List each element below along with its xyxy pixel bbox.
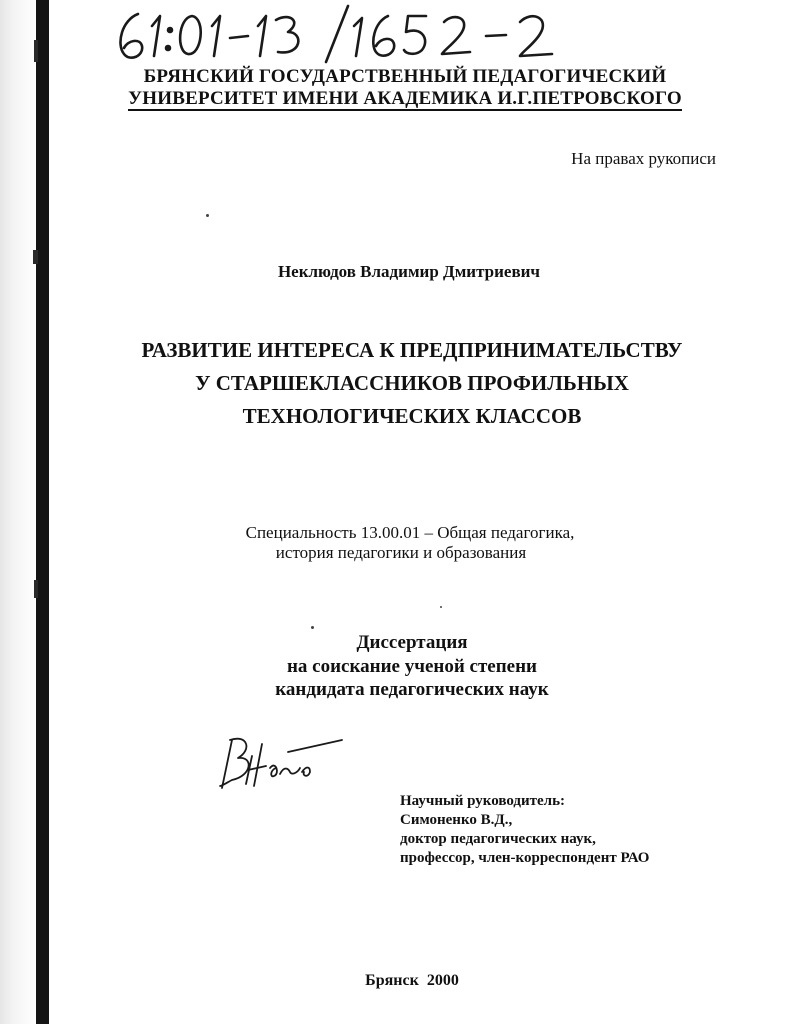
degree-line-2: на соискание ученой степени — [286, 656, 537, 677]
author-signature — [218, 726, 348, 792]
supervisor-label: Научный руководитель: — [400, 793, 565, 809]
place-and-year — [0, 972, 792, 990]
degree-heading: Диссертация — [356, 632, 468, 653]
place: Брянск — [365, 972, 419, 989]
degree-line-3: кандидата педагогических наук — [275, 679, 549, 700]
year: 2000 — [426, 972, 459, 989]
scan-speck — [34, 40, 38, 62]
scan-margin — [0, 0, 36, 1024]
institution-line-2 — [0, 88, 792, 110]
specialty-line-1: Специальность 13.00.01 – Общая педагогика, — [245, 523, 575, 542]
scan-dot — [206, 214, 209, 217]
institution-line-1: БРЯНСКИЙ ГОСУДАРСТВЕННЫЙ ПЕДАГОГИЧЕСКИЙ — [143, 66, 667, 87]
supervisor-title: профессор, член-корреспондент РАО — [400, 850, 650, 866]
supervisor-block — [400, 792, 649, 868]
dissertation-title-line-2: У СТАРШЕКЛАССНИКОВ ПРОФИЛЬНЫХ — [195, 371, 629, 395]
dissertation-title-line-3: ТЕХНОЛОГИЧЕСКИХ КЛАССОВ — [242, 404, 582, 428]
archive-number-handwritten — [108, 4, 578, 68]
scan-dot — [311, 626, 314, 629]
supervisor-degree: доктор педагогических наук, — [400, 831, 596, 847]
dissertation-title-line-1: РАЗВИТИЕ ИНТЕРЕСА К ПРЕДПРИНИМАТЕЛЬСТВУ — [141, 338, 683, 362]
institution-line-2-text: УНИВЕРСИТЕТ ИМЕНИ АКАДЕМИКА И.Г.ПЕТРОВСКОГО — [128, 88, 682, 109]
specialty-line-2: история педагогики и образования — [275, 543, 527, 562]
scan-dot — [440, 606, 442, 608]
scan-speck — [34, 580, 38, 598]
rights-note: На правах рукописи — [571, 149, 716, 168]
author-name: Неклюдов Владимир Дмитриевич — [277, 262, 541, 281]
supervisor-name: Симоненко В.Д., — [400, 812, 513, 828]
scan-binding-shadow — [36, 0, 49, 1024]
